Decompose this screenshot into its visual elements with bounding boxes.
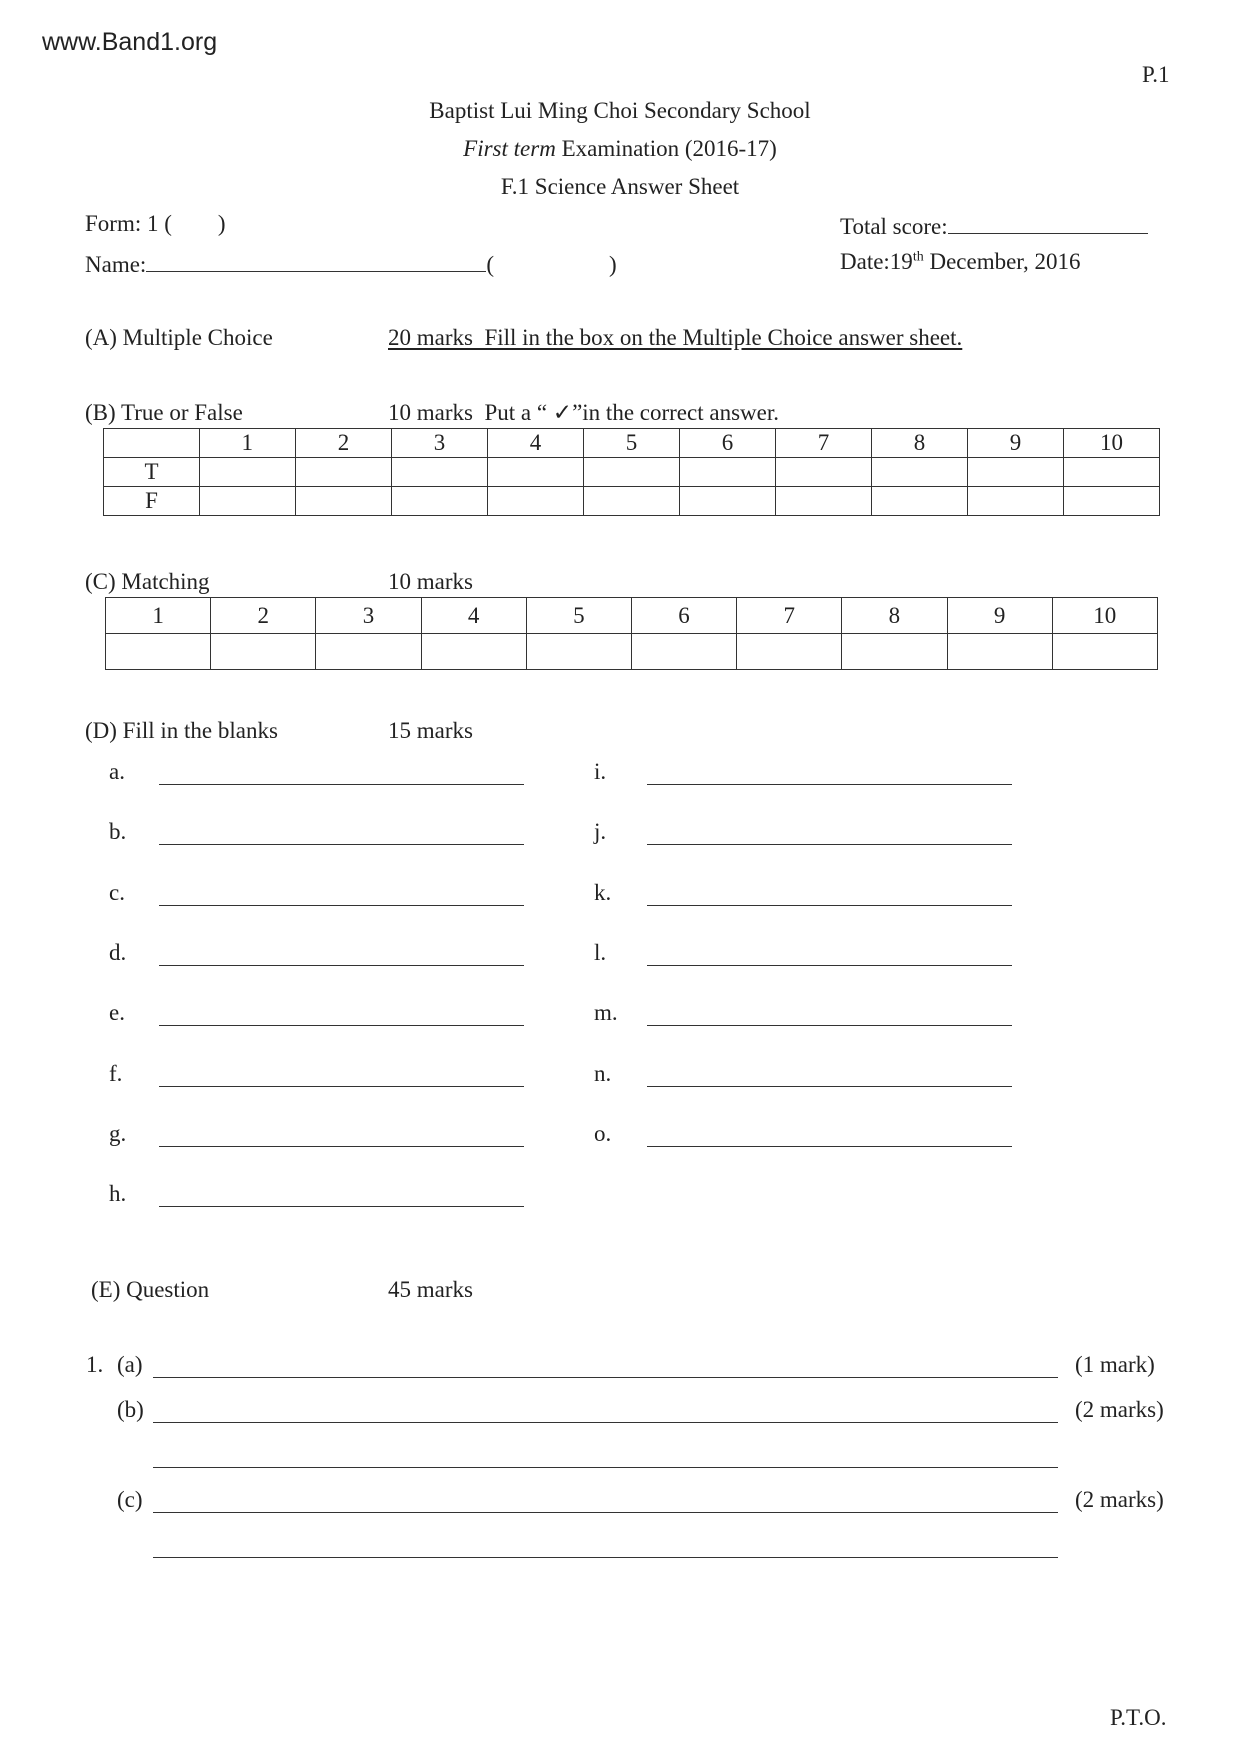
exam-title-rest: Examination (2016-17) <box>555 136 777 161</box>
tf-cell[interactable] <box>680 458 776 487</box>
tf-cell[interactable] <box>392 458 488 487</box>
tf-cell[interactable] <box>968 487 1064 516</box>
date-suffix: December, 2016 <box>923 249 1081 274</box>
matching-cell[interactable] <box>316 634 421 670</box>
matching-cell[interactable] <box>421 634 526 670</box>
tf-cell[interactable] <box>776 458 872 487</box>
blank-label: f. <box>109 1061 123 1086</box>
blank-label: n. <box>594 1061 612 1086</box>
part-c-marks: (2 marks) <box>1075 1487 1164 1512</box>
tf-row-label: F <box>104 487 200 516</box>
part-a-answer-line[interactable] <box>153 1377 1058 1378</box>
tf-true-row <box>104 458 1160 487</box>
page-number: P.1 <box>1142 62 1170 87</box>
matching-header-row <box>106 598 1158 634</box>
matching-cell[interactable] <box>106 634 211 670</box>
blank-label: i. <box>594 759 607 784</box>
true-false-table <box>103 428 1160 516</box>
blank-label: h. <box>109 1181 127 1206</box>
section-b-title: (B) True or False <box>85 400 243 425</box>
tf-cell[interactable] <box>488 458 584 487</box>
tf-corner-cell <box>104 429 200 458</box>
tf-col-header: 7 <box>776 429 872 458</box>
tf-cell[interactable] <box>296 458 392 487</box>
blank-label: m. <box>594 1000 618 1025</box>
blank-label: l. <box>594 940 607 965</box>
name-paren-open: ( <box>486 252 494 277</box>
tf-cell[interactable] <box>200 487 296 516</box>
website-url: www.Band1.org <box>42 28 218 56</box>
tf-cell[interactable] <box>776 487 872 516</box>
blank-label: b. <box>109 819 127 844</box>
matching-cell[interactable] <box>526 634 631 670</box>
tf-cell[interactable] <box>968 458 1064 487</box>
tf-cell[interactable] <box>1064 458 1160 487</box>
blank-answer-line[interactable] <box>647 1025 1012 1026</box>
tf-cell[interactable] <box>488 487 584 516</box>
tf-header-row <box>104 429 1160 458</box>
part-c-label: (c) <box>117 1487 143 1512</box>
section-c-title: (C) Matching <box>85 569 210 594</box>
tf-col-header: 8 <box>872 429 968 458</box>
blank-answer-line[interactable] <box>159 784 524 785</box>
matching-col-header: 6 <box>631 598 736 634</box>
tf-col-header: 4 <box>488 429 584 458</box>
matching-col-header: 10 <box>1052 598 1157 634</box>
matching-cell[interactable] <box>842 634 947 670</box>
tf-col-header: 1 <box>200 429 296 458</box>
matching-col-header: 7 <box>737 598 842 634</box>
blank-answer-line[interactable] <box>159 844 524 845</box>
section-d-marks: 15 marks <box>388 718 473 743</box>
section-b-instruction: 10 marks Put a “ ✓”in the correct answer. <box>388 400 779 425</box>
tf-cell[interactable] <box>392 487 488 516</box>
name-label: Name: <box>85 252 147 277</box>
exam-title-italic: First term <box>463 136 556 161</box>
part-a-marks: (1 mark) <box>1075 1352 1155 1377</box>
tf-col-header: 3 <box>392 429 488 458</box>
total-score-field[interactable] <box>948 211 1148 234</box>
total-score <box>840 211 1148 240</box>
part-b-answer-line-2[interactable] <box>153 1467 1058 1468</box>
section-a-instruction: 20 marks Fill in the box on the Multiple Choice answer sheet. <box>388 325 963 350</box>
name-field[interactable] <box>146 249 486 272</box>
matching-col-header: 2 <box>211 598 316 634</box>
blank-answer-line[interactable] <box>159 1146 524 1147</box>
blank-answer-line[interactable] <box>159 1025 524 1026</box>
blank-answer-line[interactable] <box>159 1206 524 1207</box>
tf-col-header: 5 <box>584 429 680 458</box>
blank-answer-line[interactable] <box>159 905 524 906</box>
matching-table <box>105 597 1158 670</box>
question-number: 1. <box>86 1352 104 1377</box>
blank-label: g. <box>109 1121 127 1146</box>
blank-answer-line[interactable] <box>647 1086 1012 1087</box>
matching-col-header: 4 <box>421 598 526 634</box>
section-c-marks: 10 marks <box>388 569 473 594</box>
matching-col-header: 8 <box>842 598 947 634</box>
name-row <box>85 249 617 278</box>
tf-cell[interactable] <box>296 487 392 516</box>
part-b-answer-line[interactable] <box>153 1422 1058 1423</box>
matching-answer-row <box>106 634 1158 670</box>
matching-col-header: 3 <box>316 598 421 634</box>
blank-label: j. <box>594 819 607 844</box>
blank-label: o. <box>594 1121 612 1146</box>
matching-cell[interactable] <box>631 634 736 670</box>
exam-title <box>0 136 1240 162</box>
tf-cell[interactable] <box>584 487 680 516</box>
matching-cell[interactable] <box>947 634 1052 670</box>
matching-cell[interactable] <box>1052 634 1157 670</box>
section-d-title: (D) Fill in the blanks <box>85 718 278 743</box>
blank-label: a. <box>109 759 125 784</box>
section-e-marks: 45 marks <box>388 1277 473 1302</box>
blank-label: d. <box>109 940 127 965</box>
tf-cell[interactable] <box>872 458 968 487</box>
matching-cell[interactable] <box>737 634 842 670</box>
pto-label: P.T.O. <box>1110 1705 1167 1730</box>
section-a-title: (A) Multiple Choice <box>85 325 273 350</box>
date-sup: th <box>912 249 924 265</box>
blank-answer-line[interactable] <box>159 1086 524 1087</box>
blank-answer-line[interactable] <box>647 965 1012 966</box>
part-c-answer-line-2[interactable] <box>153 1557 1058 1558</box>
matching-col-header: 9 <box>947 598 1052 634</box>
tf-false-row <box>104 487 1160 516</box>
matching-cell[interactable] <box>211 634 316 670</box>
tf-col-header: 2 <box>296 429 392 458</box>
tf-cell[interactable] <box>1064 487 1160 516</box>
tf-cell[interactable] <box>200 458 296 487</box>
tf-cell[interactable] <box>872 487 968 516</box>
name-paren-close: ) <box>608 252 617 277</box>
form-label: Form: 1 ( ) <box>85 211 226 236</box>
section-e-title: (E) Question <box>91 1277 210 1302</box>
blank-answer-line[interactable] <box>647 784 1012 785</box>
blank-answer-line[interactable] <box>647 905 1012 906</box>
tf-col-header: 6 <box>680 429 776 458</box>
part-b-label: (b) <box>117 1397 144 1422</box>
tf-col-header: 10 <box>1064 429 1160 458</box>
part-a-label: (a) <box>117 1352 143 1377</box>
date <box>840 249 1081 275</box>
matching-col-header: 1 <box>106 598 211 634</box>
total-score-label: Total score: <box>840 214 948 239</box>
blank-answer-line[interactable] <box>159 965 524 966</box>
blank-answer-line[interactable] <box>647 1146 1012 1147</box>
blank-label: e. <box>109 1000 125 1025</box>
blank-label: c. <box>109 880 125 905</box>
school-name: Baptist Lui Ming Choi Secondary School <box>429 98 811 123</box>
part-b-marks: (2 marks) <box>1075 1397 1164 1422</box>
sheet-title: F.1 Science Answer Sheet <box>500 174 740 199</box>
tf-cell[interactable] <box>584 458 680 487</box>
blank-label: k. <box>594 880 612 905</box>
part-c-answer-line[interactable] <box>153 1512 1058 1513</box>
blank-answer-line[interactable] <box>647 844 1012 845</box>
date-prefix: Date:19 <box>840 249 913 274</box>
tf-row-label: T <box>104 458 200 487</box>
tf-col-header: 9 <box>968 429 1064 458</box>
tf-cell[interactable] <box>680 487 776 516</box>
matching-col-header: 5 <box>526 598 631 634</box>
